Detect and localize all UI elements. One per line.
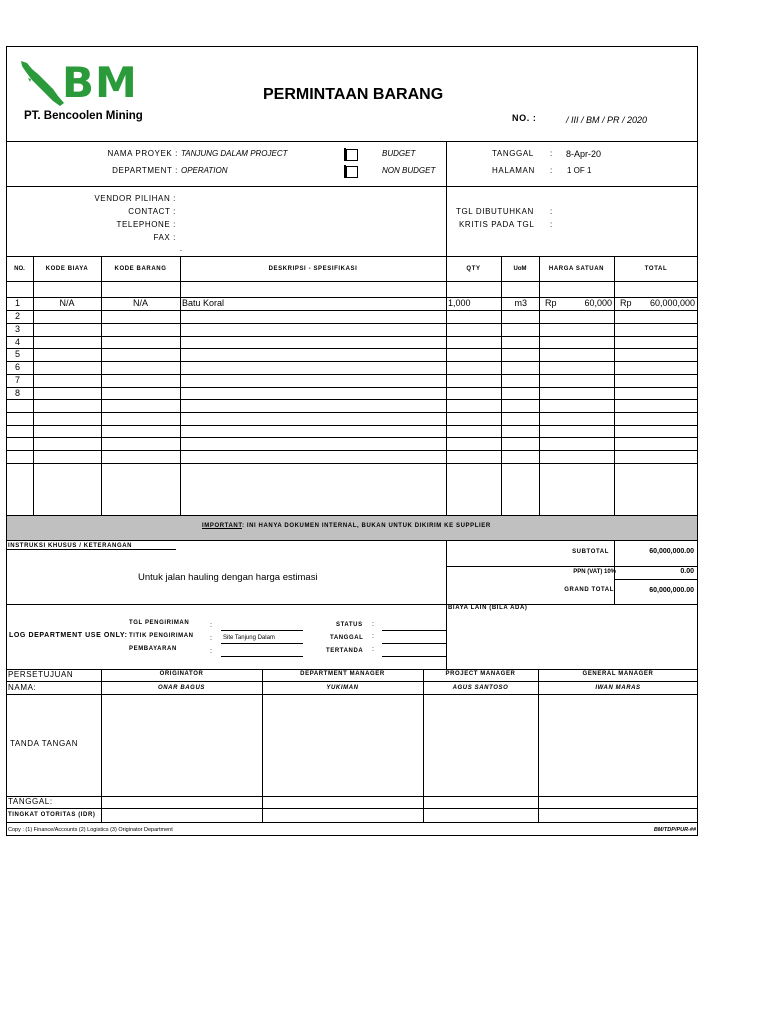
divider — [6, 669, 698, 670]
colon: : — [210, 635, 212, 642]
tgl-pengiriman-field[interactable] — [221, 630, 303, 631]
colon: : — [372, 633, 374, 640]
divider — [6, 822, 698, 823]
pembayaran-label: PEMBAYARAN — [129, 646, 177, 652]
copy-distribution: Copy : (1) Finance/Accounts (2) Logistics (3) Originator Department — [8, 827, 173, 833]
row-number: 7 — [15, 375, 21, 385]
divider — [6, 399, 698, 400]
company-name: PT. Bencoolen Mining — [24, 110, 143, 122]
page-title: PERMINTAAN BARANG — [263, 86, 444, 103]
fax-label: FAX : — [153, 233, 176, 242]
divider — [6, 450, 698, 451]
item-uom: m3 — [514, 298, 527, 308]
biaya-lain-label: BIAYA LAIN (BILA ADA) — [448, 605, 528, 611]
role-general-manager: GENERAL MANAGER — [582, 671, 654, 677]
divider — [6, 796, 698, 797]
titik-pengiriman-value: Site Tanjung Dalam — [223, 635, 275, 641]
kritis-label: KRITIS PADA TGL — [459, 220, 535, 229]
ppn-value: 0.00 — [680, 568, 694, 575]
colon: : — [550, 166, 553, 175]
divider — [262, 669, 263, 823]
colon: : — [550, 220, 553, 229]
divider — [6, 387, 698, 388]
name-general-manager: IWAN MARAS — [595, 685, 641, 691]
divider — [446, 540, 447, 670]
important-message: : INI HANYA DOKUMEN INTERNAL, BUKAN UNTUK DIKIRIM KE SUPPLIER — [241, 523, 491, 529]
log-tanggal-label: TANGGAL — [330, 635, 364, 641]
tanggal-value: 8-Apr-20 — [566, 149, 602, 159]
contact-label: CONTACT : — [128, 207, 176, 216]
budget-checkbox[interactable] — [346, 149, 358, 161]
colon: : — [372, 646, 374, 653]
row-number: 8 — [15, 388, 21, 398]
divider — [6, 540, 698, 541]
tertanda-label: TERTANDA — [326, 648, 364, 654]
col-header-deskripsi: DESKRIPSI - SPESIFIKASI — [268, 266, 358, 272]
name-project-manager: AGUS SANTOSO — [452, 685, 509, 691]
divider — [614, 256, 615, 515]
divider — [538, 669, 539, 823]
important-text — [202, 523, 491, 529]
titik-pengiriman-label: TITIK PENGIRIMAN — [129, 633, 194, 639]
logo-bm-text: BM — [62, 58, 138, 107]
divider — [6, 310, 698, 311]
checkbox-shadow — [344, 165, 346, 178]
halaman-label: HALAMAN — [492, 166, 535, 175]
divider — [6, 808, 698, 809]
divider — [446, 141, 447, 187]
budget-label: BUDGET — [382, 149, 416, 158]
tgl-dibutuhkan-label: TGL DIBUTUHKAN — [456, 207, 534, 216]
log-tanggal-field[interactable] — [382, 643, 446, 644]
name-originator: ONAR BAGUS — [157, 685, 205, 691]
telephone-label: TELEPHONE : — [116, 220, 176, 229]
col-header-kode-barang: KODE BARANG — [114, 266, 167, 272]
department-label: DEPARTMENT : — [112, 166, 178, 175]
divider — [446, 566, 698, 567]
divider — [6, 412, 698, 413]
divider — [6, 604, 698, 605]
divider — [180, 256, 181, 515]
col-header-uom: UoM — [513, 266, 527, 272]
item-kode-barang: N/A — [132, 298, 148, 308]
grand-total-label: GRAND TOTAL — [564, 587, 614, 593]
divider — [6, 361, 698, 362]
role-department-manager: DEPARTMENT MANAGER — [300, 671, 385, 677]
divider — [101, 256, 102, 515]
persetujuan-label: PERSETUJUAN — [8, 670, 74, 679]
titik-pengiriman-field[interactable] — [221, 643, 303, 644]
divider — [6, 425, 698, 426]
row-number: 3 — [15, 324, 21, 334]
col-header-no: NO. — [14, 266, 25, 272]
form-code: BM/TDP/PUR-## — [653, 827, 696, 833]
divider — [101, 669, 102, 823]
approval-tanggal-label: TANGGAL: — [8, 797, 53, 806]
tertanda-field[interactable] — [382, 656, 446, 657]
checkbox-shadow — [344, 148, 346, 161]
colon: : — [372, 621, 374, 628]
item-deskripsi: Batu Koral — [182, 298, 225, 308]
instruksi-text: Untuk jalan hauling dengan harga estimasi — [138, 572, 318, 583]
divider — [539, 256, 540, 515]
items-table — [6, 256, 698, 515]
divider — [6, 336, 698, 337]
divider — [614, 579, 698, 580]
col-header-total: TOTAL — [644, 266, 668, 272]
nama-label: NAMA: — [8, 683, 37, 692]
item-total-currency: Rp — [620, 298, 632, 308]
divider — [446, 186, 447, 256]
status-field[interactable] — [382, 630, 446, 631]
divider — [6, 348, 698, 349]
divider — [446, 256, 447, 515]
non-budget-checkbox[interactable] — [346, 166, 358, 178]
divider — [6, 549, 176, 550]
subtotal-value: 60,000,000.00 — [649, 548, 694, 555]
role-project-manager: PROJECT MANAGER — [445, 671, 516, 677]
important-label: IMPORTANT — [202, 523, 242, 529]
pembayaran-field[interactable] — [221, 656, 303, 657]
col-header-harga: HARGA SATUAN — [548, 266, 605, 272]
colon: : — [550, 207, 553, 216]
item-harga-currency: Rp — [545, 298, 557, 308]
vendor-label: VENDOR PILIHAN : — [94, 194, 176, 203]
instruksi-label: INSTRUKSI KHUSUS / KETERANGAN — [8, 543, 133, 549]
non-budget-label: NON BUDGET — [382, 166, 436, 175]
colon: : — [550, 149, 553, 158]
colon: : — [210, 648, 212, 655]
tanggal-label: TANGGAL — [492, 149, 534, 158]
divider — [6, 186, 698, 187]
col-header-kode-biaya: KODE BIAYA — [45, 266, 89, 272]
subtotal-label: SUBTOTAL — [572, 549, 609, 555]
row-number: 1 — [15, 298, 21, 308]
ppn-label: PPN (VAT) 10% — [573, 569, 616, 575]
item-harga: 60,000 — [584, 298, 612, 308]
status-label: STATUS — [336, 622, 363, 628]
divider — [6, 374, 698, 375]
nama-proyek-label: NAMA PROYEK : — [107, 149, 178, 158]
tingkat-otoritas-label: TINGKAT OTORITAS (IDR) — [8, 812, 96, 818]
grand-total-value: 60,000,000.00 — [649, 587, 694, 594]
divider — [6, 463, 698, 464]
item-qty: 1,000 — [448, 298, 471, 308]
no-value: / III / BM / PR / 2020 — [566, 115, 648, 125]
row-number: 2 — [15, 311, 21, 321]
divider — [6, 323, 698, 324]
divider — [6, 681, 698, 682]
dash-mark: - — [180, 248, 182, 254]
log-department-label: LOG DEPARTMENT USE ONLY: — [9, 632, 128, 639]
item-total: 60,000,000 — [649, 298, 695, 308]
item-kode-biaya: N/A — [59, 298, 75, 308]
tgl-pengiriman-label: TGL PENGIRIMAN — [129, 620, 190, 626]
department-value: OPERATION — [181, 166, 228, 175]
halaman-value: 1 OF 1 — [567, 166, 592, 175]
row-number: 5 — [15, 349, 21, 359]
divider — [423, 669, 424, 823]
col-header-qty: QTY — [466, 266, 481, 272]
divider — [501, 256, 502, 515]
row-number: 4 — [15, 337, 21, 347]
divider — [6, 694, 698, 695]
nama-proyek-value: TANJUNG DALAM PROJECT — [181, 149, 288, 158]
colon: : — [210, 622, 212, 629]
no-label: NO. : — [512, 113, 537, 123]
divider — [6, 141, 698, 142]
divider — [33, 256, 34, 515]
divider — [6, 281, 698, 282]
divider — [6, 437, 698, 438]
tanda-tangan-label: TANDA TANGAN — [10, 739, 79, 748]
role-originator: ORIGINATOR — [159, 671, 204, 677]
row-number: 6 — [15, 362, 21, 372]
name-department-manager: YUKIMAN — [326, 685, 359, 691]
